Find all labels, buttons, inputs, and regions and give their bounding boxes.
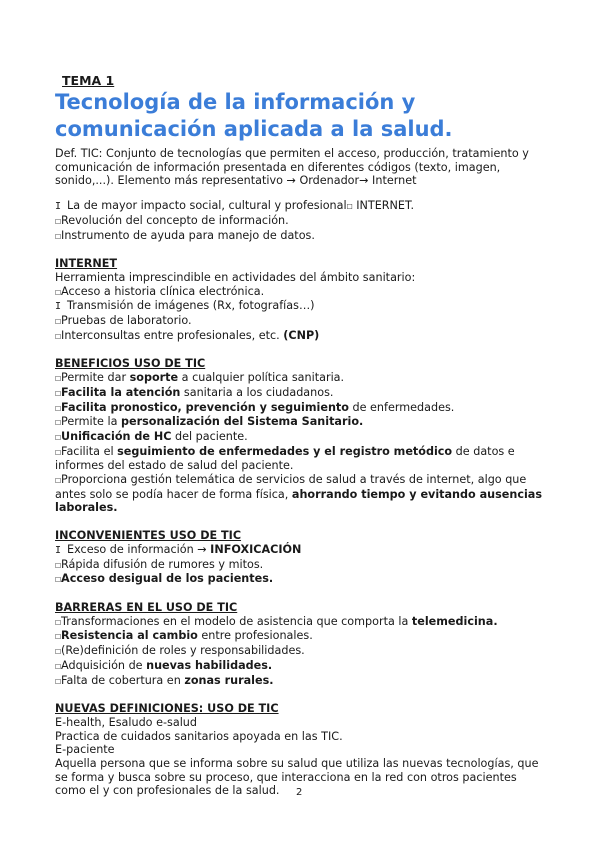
list-item: ☐Revolución del concepto de información. xyxy=(55,213,289,227)
bullet-box-icon: ☐ xyxy=(55,387,62,399)
list-item: ☐Facilita el seguimiento de enfermedades y el registro metódico de datos e informes del estado de salud del paciente. xyxy=(55,444,515,473)
section-lead: Herramienta imprescindible en actividades del ámbito sanitario: xyxy=(55,270,416,284)
bullet-box-icon: ☐ xyxy=(55,631,62,643)
bullet-box-icon: I xyxy=(55,301,68,313)
text-line: Aquella persona que se informa sobre su salud que utiliza las nuevas tecnologías, que se forma y busca sobre su proceso, que interacciona en la red con otros pacientes como el y con profesionales de la salud. xyxy=(55,757,539,798)
list-item: ☐Permite la personalización del Sistema Sanitario. xyxy=(55,415,364,429)
list-item: ☐Permite dar soporte a cualquier política sanitaria. xyxy=(55,371,345,385)
list-item: ☐Transformaciones en el modelo de asistencia que comporta la telemedicina. xyxy=(55,614,498,628)
list-item: ☐Adquisición de nuevas habilidades. xyxy=(55,658,273,672)
bullet-box-icon: ☐ xyxy=(55,646,62,658)
bullet-box-icon: ☐ xyxy=(55,230,62,242)
list-item: ☐Pruebas de laboratorio. xyxy=(55,314,192,328)
bullet-box-icon: ☐ xyxy=(55,316,62,328)
list-item: ☐Acceso desigual de los pacientes. xyxy=(55,572,274,586)
bullet-box-icon: I xyxy=(55,201,68,213)
section-heading-internet: INTERNET xyxy=(55,257,118,271)
bullet-box-icon: ☐ xyxy=(346,201,353,213)
list-item: ☐Facilita pronostico, prevención y seguimiento de enfermedades. xyxy=(55,400,455,414)
list-item: I La de mayor impacto social, cultural y profesional☐ INTERNET. xyxy=(55,199,415,213)
bullet-box-icon: ☐ xyxy=(55,446,62,458)
bullet-box-icon: ☐ xyxy=(55,574,62,586)
list-item: ☐Unificación de HC del paciente. xyxy=(55,429,248,443)
section-heading-beneficios: BENEFICIOS USO DE TIC xyxy=(55,357,206,371)
list-item: ☐Rápida difusión de rumores y mitos. xyxy=(55,557,264,571)
bullet-box-icon: ☐ xyxy=(55,215,62,227)
bullet-box-icon: ☐ xyxy=(55,660,62,672)
list-item: ☐Interconsultas entre profesionales, etc. (CNP) xyxy=(55,328,320,342)
text-line: E-health, Esaludo e-salud xyxy=(55,715,197,729)
section-heading-nuevas: NUEVAS DEFINICIONES: USO DE TIC xyxy=(55,702,279,716)
bullet-box-icon: ☐ xyxy=(55,675,62,687)
list-item: ☐Resistencia al cambio entre profesionales. xyxy=(55,629,313,643)
bullet-box-icon: ☐ xyxy=(55,431,62,443)
list-item: ☐Proporciona gestión telemática de servicios de salud a través de internet, algo que antes solo se podía hacer de forma física, ahorrando tiempo y evitando ausencias laborales. xyxy=(55,473,543,515)
text-line: E-paciente xyxy=(55,743,115,757)
list-item: ☐Facilita la atención sanitaria a los ciudadanos. xyxy=(55,385,334,399)
content xyxy=(55,147,550,798)
page-number: 2 xyxy=(296,787,303,798)
bullet-box-icon: ☐ xyxy=(55,417,62,429)
bullet-box-icon: ☐ xyxy=(55,373,62,385)
tema-label: TEMA 1 xyxy=(62,73,115,88)
list-item: ☐(Re)definición de roles y responsabilidades. xyxy=(55,644,305,658)
bullet-box-icon: ☐ xyxy=(55,402,62,414)
list-item: ☐Falta de cobertura en zonas rurales. xyxy=(55,673,274,687)
bullet-box-icon: ☐ xyxy=(55,559,62,571)
text-line: Practica de cuidados sanitarios apoyada en las TIC. xyxy=(55,729,343,743)
page-title: Tecnología de la información y comunicación aplicada a la salud. xyxy=(55,90,453,141)
section-heading-barreras: BARRERAS EN EL USO DE TIC xyxy=(55,600,238,614)
bullet-box-icon: ☐ xyxy=(55,616,62,628)
list-item: ☐Acceso a historia clínica electrónica. xyxy=(55,284,265,298)
definition: Def. TIC: Conjunto de tecnologías que permiten el acceso, producción, tratamiento y comunicación de información presentada en diferentes códigos (texto, imagen, sonido,...). Elemento más representativo → Ordenador→ Internet xyxy=(55,147,529,188)
section-heading-inconvenientes: INCONVENIENTES USO DE TIC xyxy=(55,529,242,543)
bullet-box-icon: ☐ xyxy=(55,286,62,298)
bullet-box-icon: I xyxy=(55,544,68,556)
list-item: I Transmisión de imágenes (Rx, fotografías…) xyxy=(55,299,315,313)
list-item: ☐Instrumento de ayuda para manejo de datos. xyxy=(55,228,315,242)
bullet-box-icon: ☐ xyxy=(55,330,62,342)
bullet-box-icon: ☐ xyxy=(55,475,62,487)
list-item: I Exceso de información → INFOXICACIÓN xyxy=(55,542,302,556)
